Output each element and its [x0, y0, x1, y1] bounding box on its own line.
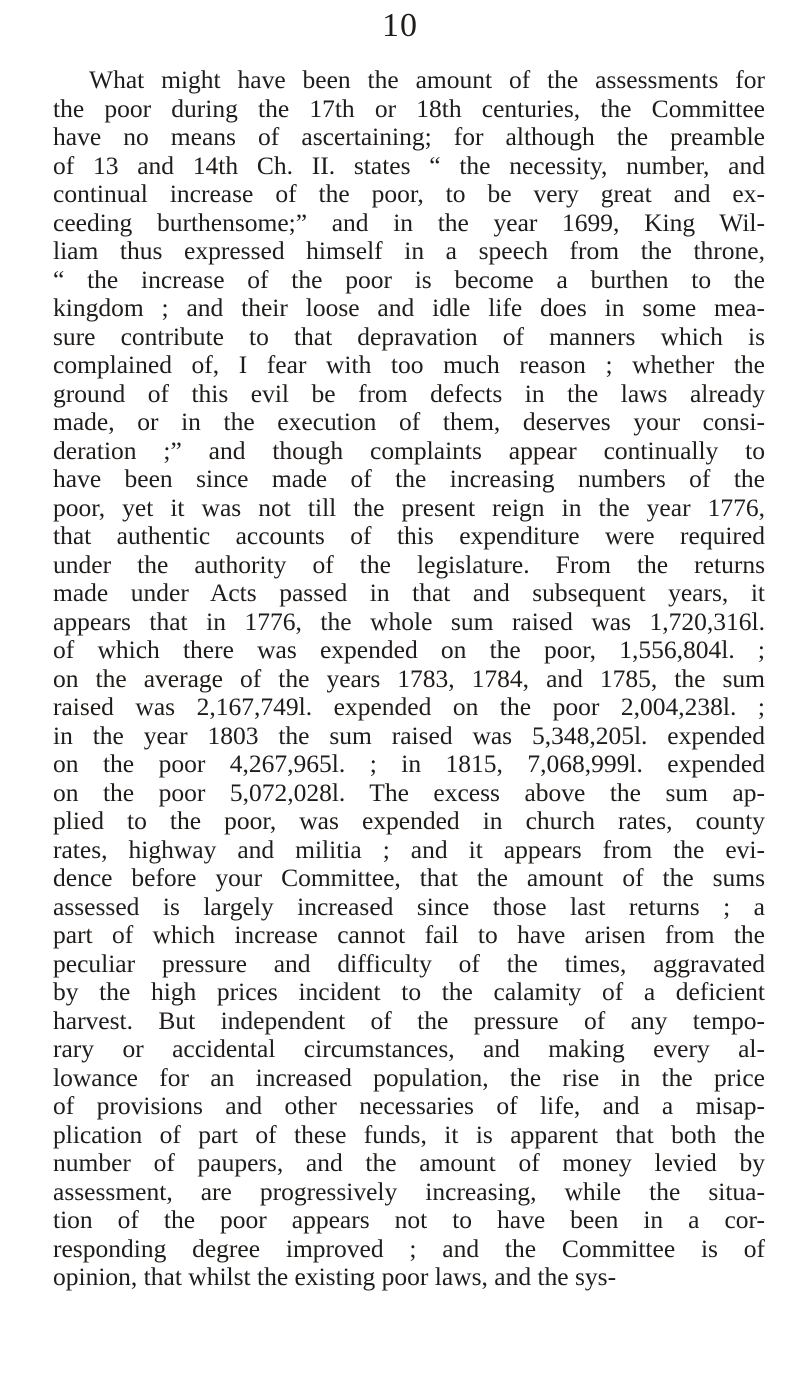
text-line: by the high prices incident to the calamity of a deficient	[53, 978, 765, 1006]
text-line: deration ;” and though complaints appear continually to	[53, 436, 765, 465]
text-line: number of paupers, and the amount of money levied by	[53, 1149, 765, 1177]
text-line: poor, yet it was not till the present reign in the year 1776,	[53, 493, 765, 522]
text-line: harvest. But independent of the pressure of any tempo-	[53, 1006, 765, 1035]
text-line: appears that in 1776, the whole sum raised was 1,720,316l.	[53, 607, 765, 636]
text-line: of 13 and 14th Ch. II. states “ the necessity, number, and	[53, 151, 765, 180]
text-line: liam thus expressed himself in a speech from the throne,	[53, 237, 765, 265]
text-line: peculiar pressure and difficulty of the times, aggravated	[53, 949, 765, 978]
text-line: What might have been the amount of the assessments for	[89, 66, 765, 94]
text-line: under the authority of the legislature. From the returns	[53, 550, 765, 579]
text-line: plied to the poor, was expended in church rates, county	[53, 807, 765, 835]
text-line: on the poor 5,072,028l. The excess above the sum ap-	[53, 778, 765, 807]
text-line: “ the increase of the poor is become a burthen to the	[53, 265, 765, 294]
text-line: tion of the poor appears not to have been in a cor-	[53, 1206, 765, 1234]
text-line: dence before your Committee, that the amount of the sums	[53, 864, 765, 892]
text-line: kingdom ; and their loose and idle life does in some mea-	[53, 294, 765, 322]
text-line: have no means of ascertaining; for although the preamble	[53, 123, 765, 151]
text-line: in the year 1803 the sum raised was 5,348,205l. expended	[53, 721, 765, 750]
text-line: part of which increase cannot fail to have arisen from the	[53, 921, 765, 949]
body-paragraph	[53, 66, 765, 1292]
text-line: that authentic accounts of this expenditure were required	[53, 522, 765, 550]
text-line: made under Acts passed in that and subsequent years, it	[53, 579, 765, 607]
text-line: complained of, I fear with too much reason ; whether the	[53, 351, 765, 379]
text-line: have been since made of the increasing numbers of the	[53, 465, 765, 493]
text-line: rary or accidental circumstances, and making every al-	[53, 1035, 765, 1063]
text-line: continual increase of the poor, to be very great and ex-	[53, 180, 765, 208]
text-line: made, or in the execution of them, deserves your consi-	[53, 408, 765, 436]
text-line: sure contribute to that depravation of manners which is	[53, 322, 765, 351]
text-line: of which there was expended on the poor, 1,556,804l. ;	[53, 636, 765, 664]
text-line: ground of this evil be from defects in the laws already	[53, 379, 765, 408]
text-line: raised was 2,167,749l. expended on the poor 2,004,238l. ;	[53, 693, 765, 721]
text-line: the poor during the 17th or 18th centuries, the Committee	[53, 94, 765, 123]
text-line: on the average of the years 1783, 1784, and 1785, the sum	[53, 664, 765, 693]
text-line: on the poor 4,267,965l. ; in 1815, 7,068,999l. expended	[53, 750, 765, 778]
text-line: opinion, that whilst the existing poor laws, and the sys-	[53, 1263, 617, 1291]
text-line: ceeding burthensome;” and in the year 1699, King Wil-	[53, 208, 765, 237]
text-line: of provisions and other necessaries of life, and a misap-	[53, 1092, 765, 1120]
text-line: assessed is largely increased since those last returns ; a	[53, 892, 765, 921]
text-line: responding degree improved ; and the Committee is of	[53, 1234, 765, 1263]
text-line: lowance for an increased population, the rise in the price	[53, 1063, 765, 1092]
text-line: rates, highway and militia ; and it appears from the evi-	[53, 835, 765, 864]
text-line: assessment, are progressively increasing, while the situa-	[53, 1177, 765, 1206]
text-line: plication of part of these funds, it is apparent that both the	[53, 1120, 765, 1149]
page-number: 10	[382, 7, 418, 44]
